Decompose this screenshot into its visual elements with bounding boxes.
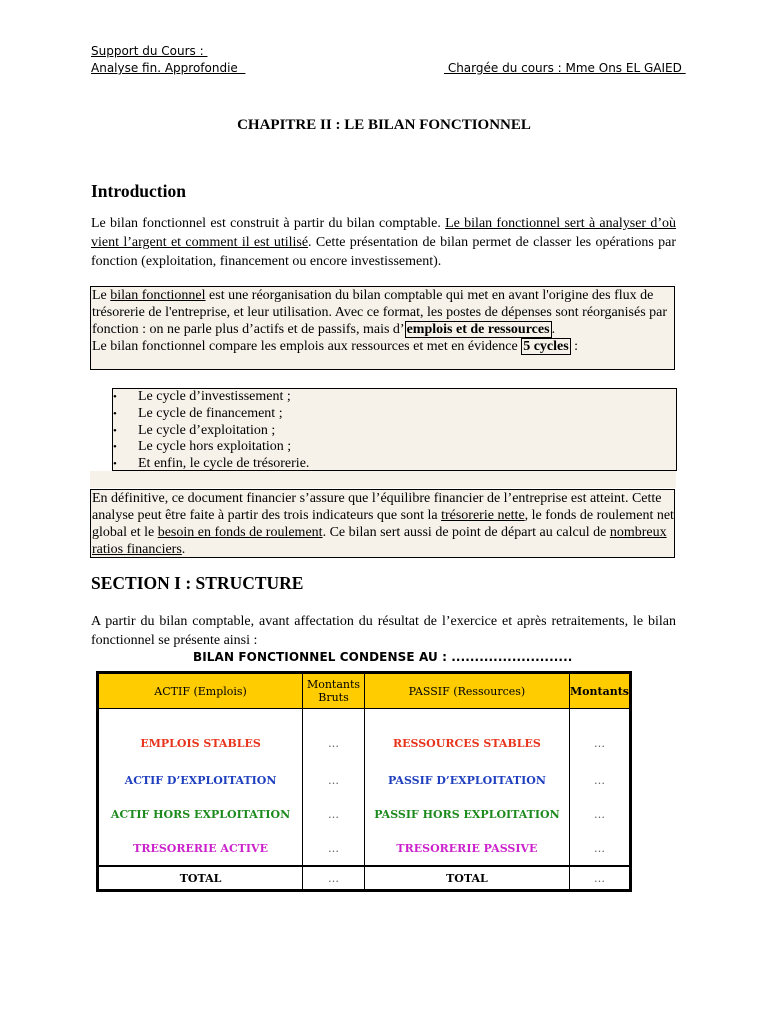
header-course-label: Support du Cours : xyxy=(91,44,208,58)
header-passif: PASSIF (Ressources) xyxy=(364,673,569,709)
box1-highlight-emplois: emplois et de ressources xyxy=(406,322,550,337)
table-total-row xyxy=(98,866,631,891)
list-item: • Le cycle hors exploitation ; xyxy=(113,439,676,456)
box2-text-d: . xyxy=(181,542,186,557)
box2-text-c: . Ce bilan sert aussi de point de départ au calcul de xyxy=(322,525,610,540)
header-montants: Montants xyxy=(569,673,630,709)
cell-passif: TRESORERIE PASSIVE xyxy=(364,831,569,866)
section-paragraph: A partir du bilan comptable, avant affectation du résultat de l’exercice et après retraitements, le bilan fonctionnel se présente ainsi : xyxy=(91,614,676,648)
box1-line2: Le bilan fonctionnel compare les emplois aux ressources et met en évidence xyxy=(92,339,522,354)
cell-montant: … xyxy=(569,831,630,866)
cell-passif: PASSIF D’EXPLOITATION xyxy=(364,763,569,797)
table-row xyxy=(98,797,631,831)
cell-montant: … xyxy=(303,797,365,831)
table-row xyxy=(98,831,631,866)
box2-underlined-bfr: besoin en fonds de roulement xyxy=(157,525,323,540)
section-heading: SECTION I : STRUCTURE xyxy=(91,573,304,593)
intro-text-b: . Cette présentation de bilan permet de classer les opérations par fonction (exploitation, financement ou encore investissement). xyxy=(91,235,676,269)
introduction-paragraph xyxy=(91,214,676,271)
table-title: BILAN FONCTIONNEL CONDENSE AU : .......................... xyxy=(193,650,573,664)
box2-underlined-tresorerie: trésorerie nette xyxy=(441,508,525,523)
cell-passif: RESSOURCES STABLES xyxy=(364,709,569,764)
list-item: • Le cycle d’investissement ; xyxy=(113,389,676,406)
intro-text-underlined: Le bilan fonctionnel sert à analyser d’où vient l’argent et comment il est utilisé xyxy=(91,216,677,250)
list-item: • Le cycle de financement ; xyxy=(113,406,676,423)
box1-underlined-term: bilan fonctionnel xyxy=(110,288,206,303)
cell-total-montant: … xyxy=(303,866,365,891)
header-course-name: Analyse fin. Approfondie xyxy=(91,61,246,75)
box2-underlined-ratios: nombreux ratios financiers xyxy=(92,525,667,557)
table-row xyxy=(98,709,631,764)
box2-text-b: , le fonds de roulement net global et le xyxy=(92,508,674,540)
cycles-list xyxy=(112,388,677,471)
cell-actif: ACTIF D’EXPLOITATION xyxy=(98,763,303,797)
shaded-spacer xyxy=(90,471,676,488)
header-actif: ACTIF (Emplois) xyxy=(98,673,303,709)
header-montants-bruts: Montants Bruts xyxy=(303,673,365,709)
cell-montant: … xyxy=(303,709,365,764)
definition-box xyxy=(90,286,675,370)
cell-total-montant: … xyxy=(569,866,630,891)
box1-text-c: . xyxy=(551,322,556,337)
box1-highlight-cycles: 5 cycles xyxy=(523,339,569,354)
list-item: • Et enfin, le cycle de trésorerie. xyxy=(113,456,676,473)
conclusion-box xyxy=(90,489,675,558)
cell-total-passif: TOTAL xyxy=(364,866,569,891)
cell-actif: EMPLOIS STABLES xyxy=(98,709,303,764)
introduction-heading: Introduction xyxy=(91,181,186,201)
table-header-row xyxy=(98,673,631,709)
cell-montant: … xyxy=(569,797,630,831)
table-row xyxy=(98,763,631,797)
box1-text-a: Le xyxy=(92,288,111,303)
list-item: • Le cycle d’exploitation ; xyxy=(113,423,676,440)
page-title: CHAPITRE II : LE BILAN FONCTIONNEL xyxy=(237,117,531,133)
header-instructor: Chargée du cours : Mme Ons EL GAIED xyxy=(444,61,686,75)
intro-text-a: Le bilan fonctionnel est construit à partir du bilan comptable. xyxy=(91,216,446,231)
bilan-table xyxy=(96,671,632,892)
cell-montant: … xyxy=(303,831,365,866)
cell-montant: … xyxy=(569,763,630,797)
box1-text-b: est une réorganisation du bilan comptable qui met en avant l'origine des flux de trésorerie de l'entreprise, et leur utilisation. Avec ce format, les postes de dépenses sont réorganisés par fonction : on ne parle plus d’actifs et de passifs, mais d’ xyxy=(92,288,668,337)
cell-montant: … xyxy=(303,763,365,797)
cell-actif: ACTIF HORS EXPLOITATION xyxy=(98,797,303,831)
box1-text-d: : xyxy=(570,339,579,354)
cell-actif: TRESORERIE ACTIVE xyxy=(98,831,303,866)
cell-montant: … xyxy=(569,709,630,764)
cell-passif: PASSIF HORS EXPLOITATION xyxy=(364,797,569,831)
box2-text-a: En définitive, ce document financier s’assure que l’équilibre financier de l’entreprise est atteint. Cette analyse peut être faite à partir des trois indicateurs que sont la xyxy=(92,491,662,523)
cell-total-actif: TOTAL xyxy=(98,866,303,891)
